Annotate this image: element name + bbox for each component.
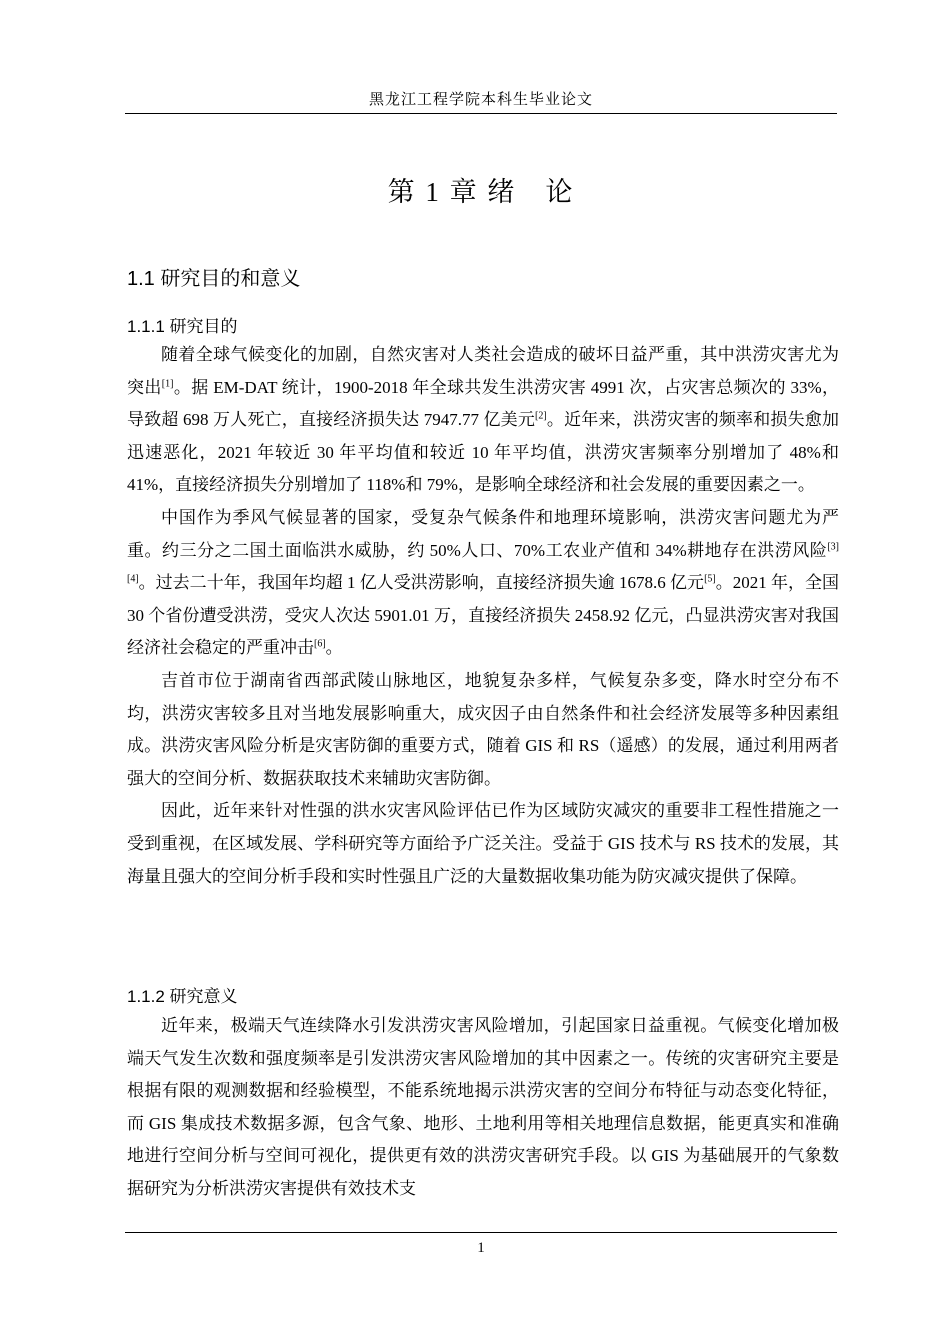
paragraph: 吉首市位于湖南省西部武陵山脉地区，地貌复杂多样，气候复杂多变，降水时空分布不均，洪涝灾害较多且对当地发展影响重大，成灾因子由自然条件和社会经济发展等多种因素组成。洪涝灾害风险分析是灾害防御的重要方式，随着 GIS 和 RS（遥感）的发展，通过利用两者强大的空间分析、数据获取技术来辅助灾害防御。 <box>127 670 839 788</box>
footer-rule <box>125 1232 837 1233</box>
citation: [2] <box>535 410 547 422</box>
header-rule <box>125 113 837 114</box>
section-heading-1-1-1: 1.1.1 研究目的 <box>127 317 238 336</box>
paragraph: 近年来，极端天气连续降水引发洪涝灾害风险增加，引起国家日益重视。气候变化增加极端天气发生次数和强度频率是引发洪涝灾害风险增加的其中因素之一。传统的灾害研究主要是根据有限的观测数据和经验模型，不能系统地揭示洪涝灾害的空间分布特征与动态变化特征，而 GIS 集成技术数据多源，包含气象、地形、土地利用等相关地理信息数据，能更真实和准确地进行空间分析与空间可视化，提供更有效的洪涝灾害研究手段。以 GIS 为基础展开的气象数据研究为分析洪涝灾害提供有效技术支 <box>127 1016 839 1198</box>
chapter-title: 第 1 章 绪 论 <box>387 177 575 207</box>
citation: [6] <box>314 638 326 650</box>
paragraph: 随着全球气候变化的加剧，自然灾害对人类社会造成的破坏日益严重，其中洪涝灾害尤为突出[1]。据 EM-DAT 统计，1900-2018 年全球共发生洪涝灾害 4991 次，占灾害总频次的 33%，导致超 698 万人死亡，直接经济损失达 7947.77 亿美元[2]。近年来，洪涝灾害的频率和损失愈加迅速恶化，2021 年较近 30 年平均值和较近 10 年平均值，洪涝灾害频率分别增加了 48%和 41%，直接经济损失分别增加了 118%和 79%，是影响全球经济和社会发展的重要因素之一。 <box>127 345 840 495</box>
section-heading-1-1-2: 1.1.2 研究意义 <box>127 987 238 1006</box>
citation: [5] <box>704 573 716 585</box>
page-number: 1 <box>477 1240 485 1256</box>
section-heading-1-1: 1.1 研究目的和意义 <box>127 268 301 290</box>
citation: [3][4] <box>127 540 839 585</box>
paragraph: 因此，近年来针对性强的洪水灾害风险评估已作为区域防灾减灾的重要非工程性措施之一受到重视，在区域发展、学科研究等方面给予广泛关注。受益于 GIS 技术与 RS 技术的发展，其海量且强大的空间分析手段和实时性强且广泛的大量数据收集功能为防灾减灾提供了保障。 <box>127 801 839 886</box>
section-1-1-2-body <box>127 1010 839 1206</box>
section-1-1-1-body <box>127 339 839 893</box>
paragraph: 中国作为季风气候显著的国家，受复杂气候条件和地理环境影响，洪涝灾害问题尤为严重。约三分之二国土面临洪水威胁，约 50%人口、70%工农业产值和 34%耕地存在洪涝风险[3][4]。过去二十年，我国年均超 1 亿人受洪涝影响，直接经济损失逾 1678.6 亿元[5]。2021 年，全国 30 个省份遭受洪涝，受灾人次达 5901.01 万，直接经济损失 2458.92 亿元，凸显洪涝灾害对我国经济社会稳定的严重冲击[6]。 <box>127 507 840 658</box>
citation: [1] <box>161 377 174 389</box>
running-header: 黑龙江工程学院本科生毕业论文 <box>368 92 593 108</box>
